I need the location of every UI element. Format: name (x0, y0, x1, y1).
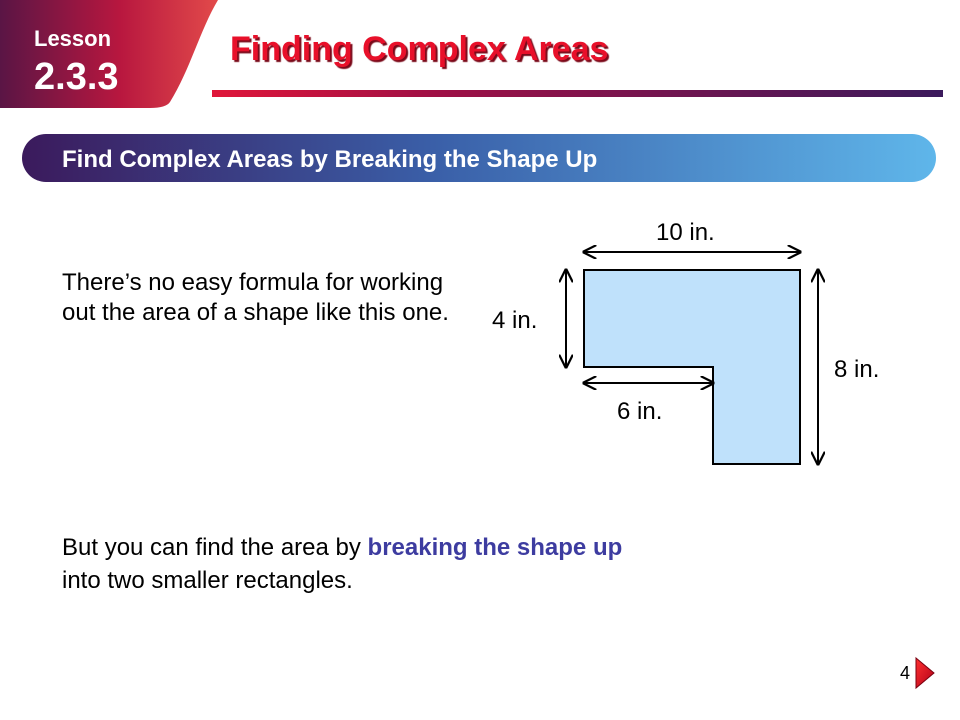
top-width-label: 10 in. (656, 219, 715, 246)
intro-text: There’s no easy formula for working out the area of a shape like this one. (62, 269, 449, 326)
subtitle: Find Complex Areas by Breaking the Shape Up (62, 146, 598, 173)
lesson-number: 2.3.3 (34, 56, 119, 98)
right-height-label: 8 in. (834, 356, 880, 383)
left-height-label: 4 in. (492, 307, 538, 334)
conclusion-prefix: But you can find the area by (62, 534, 361, 561)
l-shape-diagram (470, 200, 910, 480)
title-underline (212, 90, 943, 97)
inner-width-label: 6 in. (617, 398, 663, 425)
conclusion-line-2: into two smaller rectangles. (62, 567, 353, 594)
conclusion-highlight: breaking the shape up (367, 534, 623, 561)
page-number: 4 (900, 663, 911, 683)
triangle-right-icon[interactable] (914, 656, 936, 690)
page-title: Finding Complex Areas (230, 30, 609, 68)
lesson-label: Lesson (34, 26, 112, 51)
conclusion-line-1 (62, 533, 622, 563)
l-shape (584, 270, 800, 464)
